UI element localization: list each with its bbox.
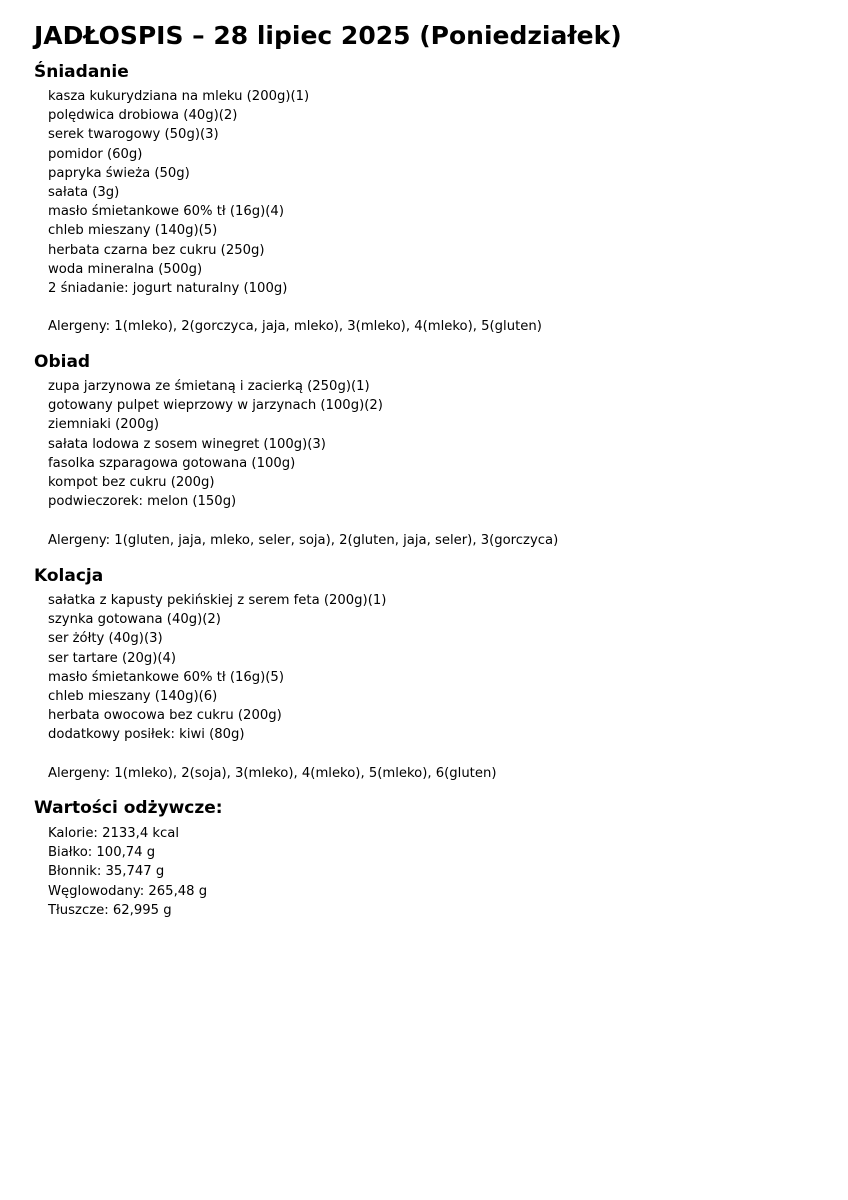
- list-item: masło śmietankowe 60% tł (16g)(4): [48, 204, 284, 220]
- list-item: fasolka szparagowa gotowana (100g): [48, 455, 296, 471]
- list-item: sałata lodowa z sosem winegret (100g)(3): [48, 436, 326, 452]
- list-item: woda mineralna (500g): [48, 261, 203, 277]
- nutrition-fiber: Błonnik: 35,747 g: [48, 864, 165, 880]
- list-item: dodatkowy posiłek: kiwi (80g): [48, 727, 245, 743]
- list-item: kompot bez cukru (200g): [48, 474, 215, 490]
- nutrition-calories: Kalorie: 2133,4 kcal: [48, 826, 180, 841]
- list-item: zupa jarzynowa ze śmietaną i zacierką (250g)(1): [48, 379, 370, 394]
- list-item: 2 śniadanie: jogurt naturalny (100g): [48, 280, 288, 296]
- list-item: chleb mieszany (140g)(6): [48, 688, 218, 704]
- list-item: szynka gotowana (40g)(2): [48, 612, 221, 628]
- lunch-items-list: [48, 377, 383, 511]
- list-item: kasza kukurydziana na mleku (200g)(1): [48, 89, 310, 104]
- list-item: masło śmietankowe 60% tł (16g)(5): [48, 669, 284, 685]
- list-item: gotowany pulpet wieprzowy w jarzynach (100g)(2): [48, 398, 383, 414]
- list-item: ser żółty (40g)(3): [48, 631, 163, 647]
- nutrition-protein: Białko: 100,74 g: [48, 845, 156, 861]
- lunch-allergens: Alergeny: 1(gluten, jaja, mleko, seler, soja), 2(gluten, jaja, seler), 3(gorczyca): [48, 533, 559, 548]
- list-item: sałata (3g): [48, 184, 120, 200]
- list-item: chleb mieszany (140g)(5): [48, 223, 218, 239]
- breakfast-allergens: Alergeny: 1(mleko), 2(gorczyca, jaja, mleko), 3(mleko), 4(mleko), 5(gluten): [48, 319, 542, 334]
- nutrition-values-list: [48, 824, 207, 920]
- list-item: herbata owocowa bez cukru (200g): [48, 708, 282, 724]
- breakfast-items-list: [48, 87, 309, 298]
- list-item: serek twarogowy (50g)(3): [48, 127, 219, 143]
- list-item: papryka świeża (50g): [48, 165, 190, 181]
- list-item: pomidor (60g): [48, 146, 143, 162]
- list-item: herbata czarna bez cukru (250g): [48, 242, 265, 258]
- dinner-allergens: Alergeny: 1(mleko), 2(soja), 3(mleko), 4(mleko), 5(mleko), 6(gluten): [48, 766, 497, 781]
- list-item: podwieczorek: melon (150g): [48, 494, 237, 510]
- dinner-items-list: [48, 591, 386, 745]
- nutrition-fat: Tłuszcze: 62,995 g: [48, 902, 172, 918]
- section-heading-lunch: Obiad: [34, 352, 91, 372]
- list-item: polędwica drobiowa (40g)(2): [48, 108, 238, 124]
- section-heading-dinner: Kolacja: [34, 566, 104, 586]
- list-item: sałatka z kapusty pekińskiej z serem feta (200g)(1): [48, 593, 387, 608]
- page-title: JADŁOSPIS – 28 lipiec 2025 (Poniedziałek): [34, 21, 622, 50]
- nutrition-carbs: Węglowodany: 265,48 g: [48, 883, 208, 899]
- list-item: ser tartare (20g)(4): [48, 650, 177, 666]
- list-item: ziemniaki (200g): [48, 417, 159, 433]
- nutrition-heading: Wartości odżywcze:: [34, 798, 223, 818]
- section-heading-breakfast: Śniadanie: [34, 62, 129, 82]
